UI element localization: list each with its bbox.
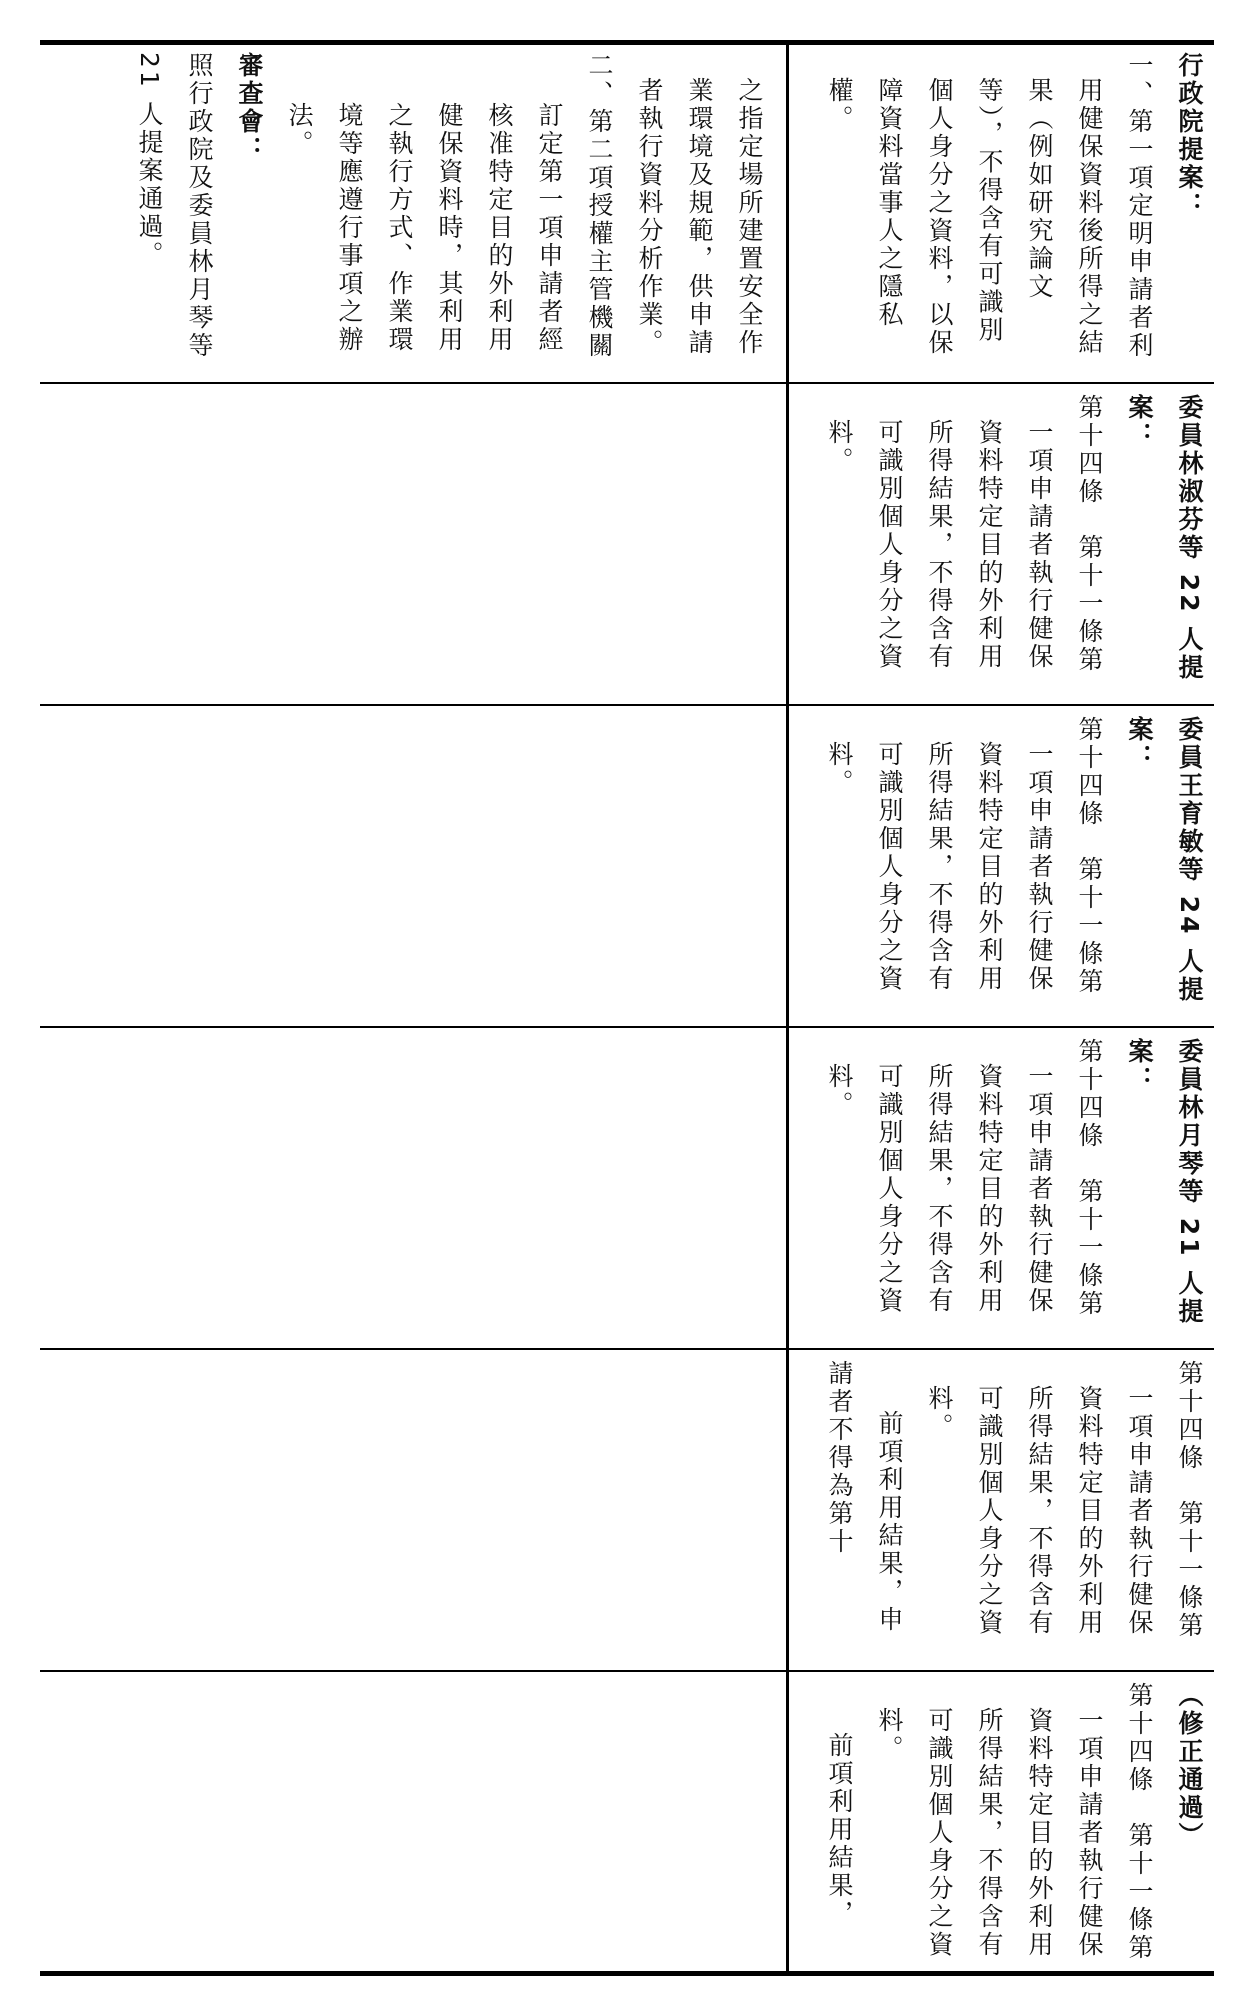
right-cell-amended — [794, 1682, 1214, 1962]
row-divider-5 — [40, 1670, 1214, 1672]
right-cell-lin-yueqin — [794, 1038, 1214, 1338]
row-divider-2 — [40, 704, 1214, 706]
column-divider — [786, 40, 789, 1976]
right-cell-explanation — [794, 52, 1214, 372]
table-top-border — [40, 40, 1214, 45]
explanation-continued: 之指定場所建置安全作業環境及規範，供申請者執行資料分析作業。 — [635, 77, 764, 357]
explanation-item-2: 二、第二項授權主管機關訂定第一項申請者經核准特定目的外利用健保資料時，其利用之執行方式、作業環境等應遵行事項之辦法。 — [285, 52, 614, 360]
right-cell-lin-shufen — [794, 394, 1214, 694]
row-divider-4 — [40, 1348, 1214, 1350]
proposal-body: 第十四條 第十一條第一項申請者執行健保資料特定目的外利用所得結果，不得含有可識別個人身分之資料。 — [825, 1038, 1104, 1318]
proposal-heading: 委員王育敏等 24 人提案： — [1125, 716, 1204, 1005]
amended-heading: （修正通過） — [1175, 1682, 1204, 1850]
proposal-heading: 委員林淑芬等 22 人提案： — [1125, 394, 1204, 683]
right-cell-current-law — [794, 1360, 1214, 1660]
explanation-item-1: 一、第一項定明申請者利用健保資料後所得之結果（例如研究論文等），不得含有可識別個人身分之資料，以保障資料當事人之隱私權。 — [825, 52, 1154, 360]
left-cell-explanation — [74, 52, 774, 372]
row-divider-3 — [40, 1026, 1214, 1028]
current-law-body-2: 前項利用結果，申請者不得為第十 — [825, 1360, 904, 1634]
proposal-heading: 委員林月琴等 21 人提案： — [1125, 1038, 1204, 1327]
committee-decision: 照行政院及委員林月琴等 21 人提案通過。 — [135, 52, 214, 360]
amended-body: 第十四條 第十一條第一項申請者執行健保資料特定目的外利用所得結果，不得含有可識別個人身分之資料。 — [875, 1682, 1154, 1962]
current-law-body: 第十四條 第十一條第一項申請者執行健保資料特定目的外利用所得結果，不得含有可識別個人身分之資料。 — [925, 1360, 1204, 1640]
explanation-heading: 行政院提案： — [1175, 52, 1204, 220]
proposal-body: 第十四條 第十一條第一項申請者執行健保資料特定目的外利用所得結果，不得含有可識別個人身分之資料。 — [825, 394, 1104, 674]
right-cell-wang-yumin — [794, 716, 1214, 1016]
table-bottom-border — [40, 1971, 1214, 1976]
proposal-body: 第十四條 第十一條第一項申請者執行健保資料特定目的外利用所得結果，不得含有可識別個人身分之資料。 — [825, 716, 1104, 996]
committee-heading: 審查會： — [235, 52, 264, 164]
amended-body-2: 前項利用結果， — [825, 1732, 854, 1928]
row-divider-1 — [40, 382, 1214, 384]
